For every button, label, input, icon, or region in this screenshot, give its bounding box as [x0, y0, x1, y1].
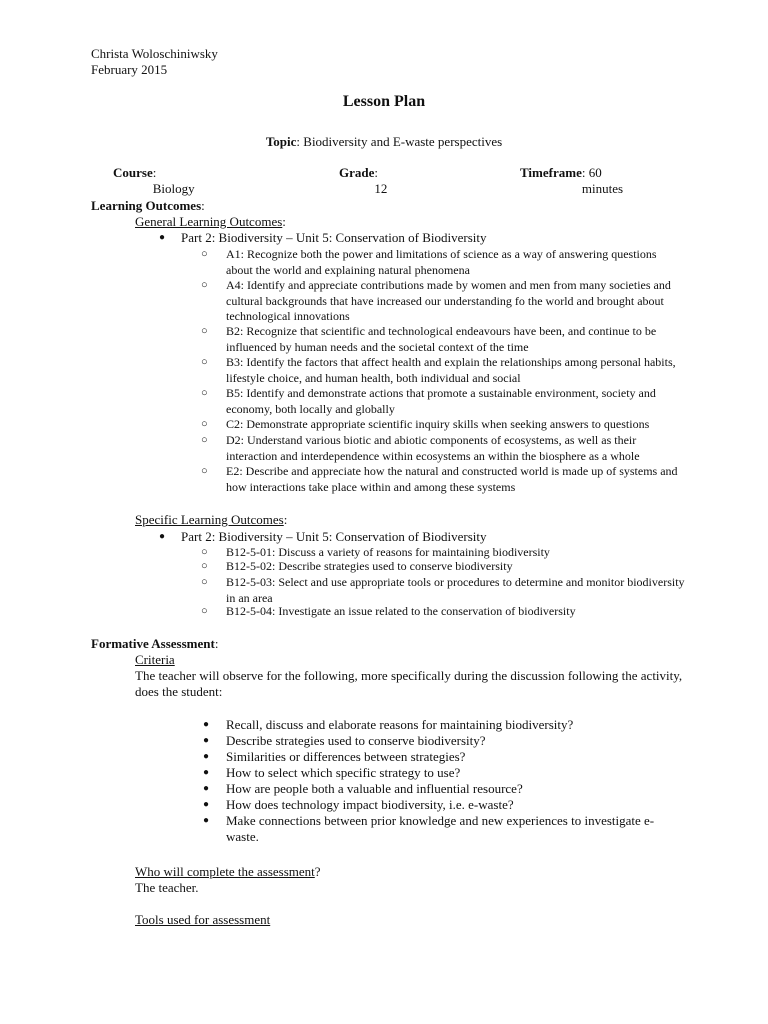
list-item: B3: Identify the factors that affect health and explain the relationships among personal habits, lifestyle choice, and human health, both individual and social: [226, 355, 676, 385]
bullet-icon: ●: [203, 783, 210, 794]
who-label: Who will complete the assessment: [135, 864, 315, 879]
list-item: How does technology impact biodiversity, i.e. e-waste?: [226, 797, 514, 812]
hollow-bullet-icon: ○: [201, 279, 208, 291]
list-item: Recall, discuss and elaborate reasons for maintaining biodiversity?: [226, 717, 574, 732]
specific-outcomes-label: Specific Learning Outcomes: [135, 512, 284, 527]
list-item: B12-5-02: Describe strategies used to conserve biodiversity: [226, 559, 513, 573]
specific-outcomes-part: Part 2: Biodiversity – Unit 5: Conservation of Biodiversity: [181, 529, 487, 544]
list-item: E2: Describe and appreciate how the natural and constructed world is made up of systems and how interactions take place within and among these systems: [226, 464, 678, 494]
topic-line: [0, 134, 768, 150]
topic-value: : Biodiversity and E-waste perspectives: [296, 134, 503, 149]
hollow-bullet-icon: ○: [201, 465, 208, 477]
bullet-icon: ●: [203, 799, 210, 810]
hollow-bullet-icon: ○: [201, 356, 208, 368]
course-meta-row: [0, 165, 768, 196]
learning-outcomes-colon: :: [201, 198, 205, 213]
course-value: : Biology: [152, 165, 195, 196]
bullet-icon: ●: [203, 815, 210, 826]
timeframe-label: Timeframe: [520, 165, 582, 180]
author-block: [91, 46, 218, 78]
general-outcomes-colon: :: [282, 214, 286, 229]
bullet-icon: ●: [159, 232, 166, 243]
hollow-bullet-icon: ○: [201, 576, 208, 588]
list-item: B5: Identify and demonstrate actions that promote a sustainable environment, society and economy, both locally and globally: [226, 386, 656, 416]
list-item: A4: Identify and appreciate contributions made by women and men from many societies and cultural backgrounds that have increased our understanding fo the world and brought about technological innovations: [226, 278, 671, 323]
criteria-label: Criteria: [135, 652, 175, 667]
hollow-bullet-icon: ○: [201, 325, 208, 337]
who-heading: [135, 864, 321, 880]
hollow-bullet-icon: ○: [201, 418, 208, 430]
course-field: [113, 165, 195, 196]
list-item: Make connections between prior knowledge and new experiences to investigate e-waste.: [226, 813, 655, 844]
timeframe-value: : 60 minutes: [581, 165, 624, 196]
topic-label: Topic: [265, 134, 297, 149]
list-item: How are people both a valuable and influential resource?: [226, 781, 523, 796]
list-item: Describe strategies used to conserve biodiversity?: [226, 733, 486, 748]
specific-outcomes-colon: :: [283, 512, 288, 527]
course-label: Course: [113, 165, 153, 180]
hollow-bullet-icon: ○: [201, 387, 208, 399]
general-outcomes-part: Part 2: Biodiversity – Unit 5: Conservation of Biodiversity: [181, 230, 487, 245]
bullet-icon: ●: [159, 531, 166, 542]
document-date: February 2015: [91, 62, 168, 77]
list-item: Similarities or differences between strategies?: [226, 749, 466, 764]
grade-field: [339, 165, 388, 196]
list-item: A1: Recognize both the power and limitations of science as a way of answering questions about the world and explaining natural phenomena: [226, 247, 657, 277]
list-item: C2: Demonstrate appropriate scientific inquiry skills when seeking answers to questions: [226, 417, 650, 431]
timeframe-field: [520, 165, 624, 196]
learning-outcomes-heading: [91, 198, 205, 214]
tools-label: Tools used for assessment: [135, 912, 271, 927]
grade-label: Grade: [339, 165, 375, 180]
list-item: B2: Recognize that scientific and technological endeavours have been, and continue to be influenced by human needs and the societal context of the time: [226, 324, 657, 354]
who-question-mark: ?: [314, 864, 321, 879]
bullet-icon: ●: [203, 751, 210, 762]
bullet-icon: ●: [203, 735, 210, 746]
list-item: D2: Understand various biotic and abiotic components of ecosystems, as well as their interaction and interdependence within ecosystems an within the biosphere as a whole: [226, 433, 640, 463]
who-answer: The teacher.: [135, 880, 199, 895]
learning-outcomes-label: Learning Outcomes: [91, 198, 202, 213]
hollow-bullet-icon: ○: [201, 434, 208, 446]
hollow-bullet-icon: ○: [201, 248, 208, 260]
list-item: How to select which specific strategy to use?: [226, 765, 461, 780]
formative-assessment-heading: [91, 636, 218, 652]
general-outcomes-label: General Learning Outcomes: [135, 214, 283, 229]
list-item: B12-5-01: Discuss a variety of reasons for maintaining biodiversity: [226, 545, 550, 559]
criteria-heading: [135, 652, 175, 668]
formative-assessment-colon: :: [214, 636, 219, 651]
tools-heading: [135, 912, 270, 928]
hollow-bullet-icon: ○: [201, 546, 208, 558]
hollow-bullet-icon: ○: [201, 605, 208, 617]
general-outcomes-heading: [135, 214, 286, 230]
criteria-intro: The teacher will observe for the following, more specifically during the discussion following the activity, does the student:: [135, 668, 683, 699]
page-title: Lesson Plan: [342, 93, 426, 110]
list-item: B12-5-03: Select and use appropriate tools or procedures to determine and monitor biodiversity in an area: [226, 575, 685, 605]
formative-assessment-label: Formative Assessment: [91, 636, 215, 651]
specific-outcomes-heading: [135, 512, 287, 528]
hollow-bullet-icon: ○: [201, 560, 208, 572]
list-item: B12-5-04: Investigate an issue related to the conservation of biodiversity: [226, 604, 576, 618]
bullet-icon: ●: [203, 719, 210, 730]
bullet-icon: ●: [203, 767, 210, 778]
author-name: Christa Woloschiniwsky: [91, 46, 218, 61]
grade-value: : 12: [374, 165, 388, 196]
